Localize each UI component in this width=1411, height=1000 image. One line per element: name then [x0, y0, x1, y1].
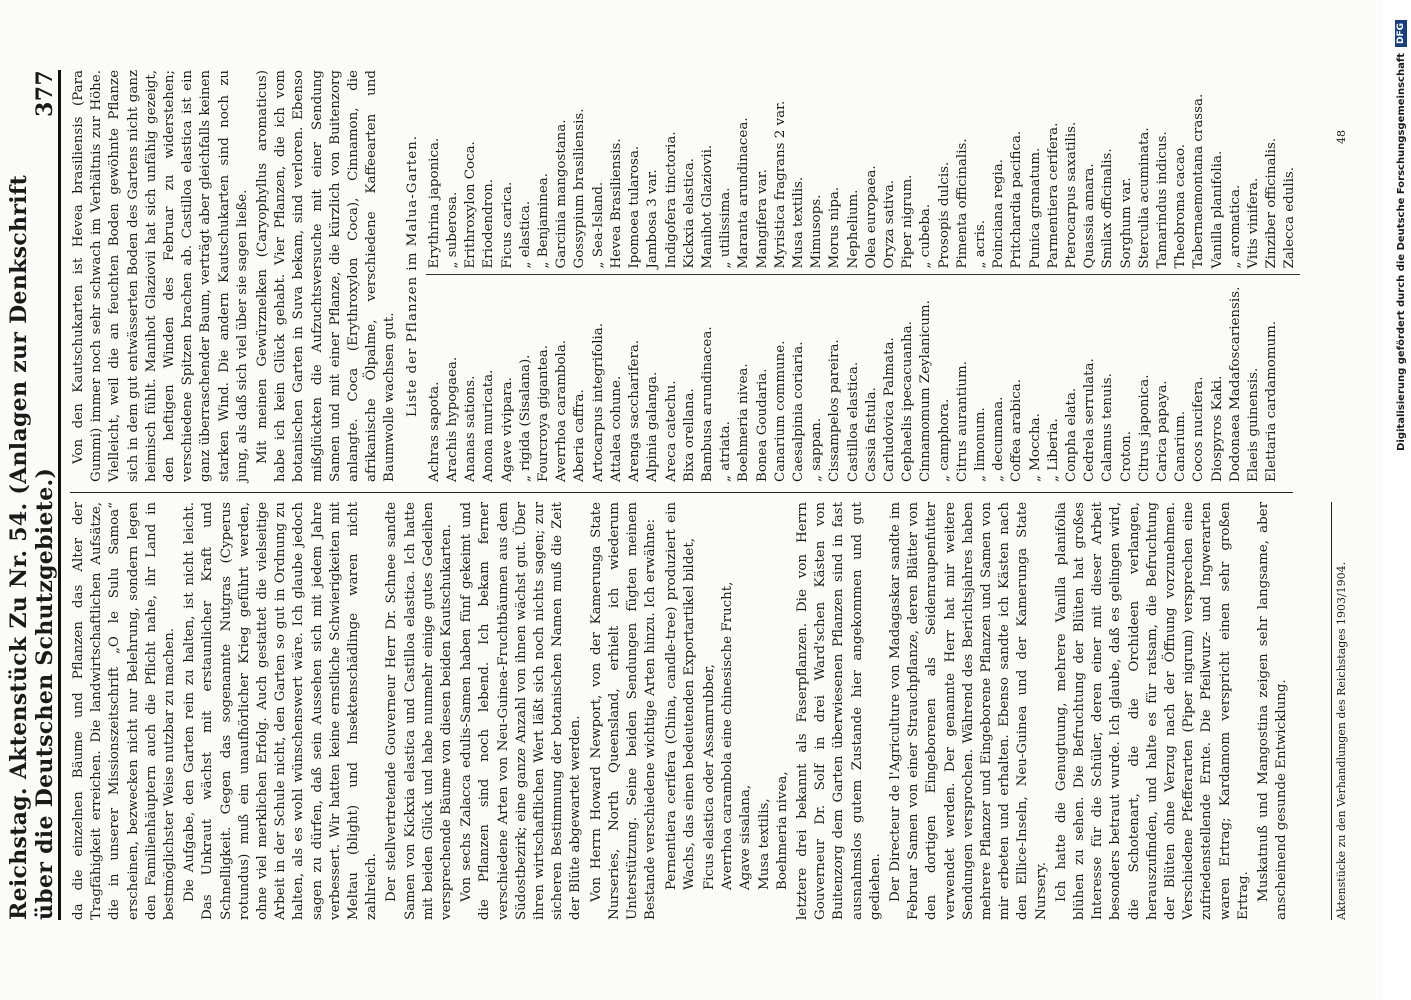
plant-list-item: Erythrina japonica. [426, 137, 442, 269]
plant-list-item: Ficus carica. [499, 181, 515, 269]
plant-list-item: Boehmeria nivea. [736, 363, 752, 482]
plant-list-item: Garcinia mangostana. [554, 119, 570, 269]
plant-list-item: Coffea arabica. [1009, 379, 1025, 482]
plant-list-item: „ acris. [972, 220, 988, 269]
plant-table [426, 70, 1300, 482]
plant-list-item: Cassia fistula. [863, 387, 879, 482]
paragraph: Der Directeur de l'Agriculture von Madagaskar sandte im Februar Samen von einer Strauchpflanze, deren Blätter von den dortigen Eingeborenen als Seidenraupenfutter verwendet werden. Der genannte Herr hat mir weitere Sendungen versprochen. Während des Berichtsjahres haben mehrere Pflanzer und Eingeborene Pflanzen und Samen von mir erbeten und erhalten. Ebenso sandte ich Kästen nach den Ellice-Inseln, Neu-Guinea und der Kamerunga State Nursery. [887, 502, 1049, 920]
plant-intro: Pernentiera cerifera (China, candle-tree) produziert ein Wachs, das einen bedeutenden Exportartikel bildet, [663, 502, 697, 890]
plant-list-item: Maranta arundinacea. [736, 117, 752, 269]
plant-list-item: Hevea Brasiliensis. [608, 138, 624, 269]
plant-list-item: Oryza sativa. [881, 179, 897, 269]
plant-list-item: „ utilissima. [718, 187, 734, 269]
plant-list-item: Citrus japonica. [1136, 374, 1152, 482]
paragraph: Die Aufgabe, den Garten rein zu halten, ist nicht leicht. Das Unkraut wächst mit erstaunlicher Kraft und Schnelligkeit. Gegen das sogenannte Nutgras (Cyperus rotundus) muß ein unaufhörlicher Krieg geführt werden, ohne viel merklichen Erfolg. Auch gestattet die vielseitige Arbeit in der Schule nicht, den Garten so gut in Ordnung zu halten, als es wohl wünschenswert wäre. Ich glaube jedoch sagen zu dürfen, daß sein Aussehen sich mit jedem Jahre verbessert. Wir hatten keine ernstliche Schwierigkeiten mit Meltau (blight) und Insektenschädlinge waren nicht zahlreich. [182, 502, 380, 920]
plant-list-column-2 [426, 70, 1300, 276]
plant-list-item: Cedrela serrulata. [1082, 358, 1098, 482]
paragraph: Von den Kautschukarten ist Hevea brasiliensis (Para Gummi) immer noch sehr schwach im Verhältnis zur Höhe. Vielleicht, weil die an feuchten Boden gewöhnte Pflanze sich in dem gut entwässerten Boden des Gartens nicht ganz heimisch fühlt. Manihot Glaziovii hat sich unfähig gezeigt, den heftigen Winden des Februar zu widerstehen; verschiedene Spitzen brachen ab. Castilloa elastica ist ein ganz überraschender Baum, verträgt aber gleichfalls keinen starken Wind. Die andern Kautschukarten sind noch zu jung, als daß sich viel über sie sagen ließe. [71, 70, 250, 482]
plant-list-item: Myristica fragrans 2 var. [772, 100, 788, 269]
paragraph: Von sechs Zalacca edulis-Samen haben fünf gekeimt und die Pflanzen sind noch lebend. Ich bekam ferner verschiedene Arten von Neu-Guinea-Fruchtbäumen aus dem Südostbezirk; eine ganze Anzahl von ihnen wächst gut. Über ihren wirtschaftlichen Wert läßt sich noch nichts sagen; zur sicheren Bestimmung der botanischen Namen muß die Zeit der Blüte abgewartet werden. [459, 502, 584, 920]
plant-list-column-1 [426, 284, 1300, 483]
paragraph: Muskatnuß und Mangostina zeigen sehr langsame, aber anscheinend gesunde Entwicklung. [1256, 502, 1290, 920]
paragraph: letztere drei bekannt als Faserpflanzen. Die von Herrn Gouverneur Dr. Solf in drei Ward'schen Kästen von Buitenzorg dem Garten überwiesenen Pflanzen sind in fast ausnahmslos gutem Zustande hier angekommen und gut gediehen. [794, 502, 883, 920]
list-item: Agave sisalana, [738, 784, 754, 890]
plant-list-item: Vanilla planifolia. [1209, 150, 1225, 269]
left-plant-list [701, 502, 792, 890]
plant-list-item: Carica papaya. [1154, 380, 1170, 482]
credit-text: Digitalisierung gefördert durch die Deutsche Forschungsgemeinschaft [1395, 53, 1407, 451]
plant-list-item: Mimusops. [809, 194, 825, 269]
column-divider [70, 492, 1293, 493]
plant-list-item: Kickxia elastica. [681, 158, 697, 269]
plant-list-item: Calamus tenuis. [1100, 373, 1116, 482]
plant-list-item: Arenga saccharifera. [627, 339, 643, 482]
plant-list-item: „ suberosa. [445, 191, 461, 269]
paragraph: Mit meinen Gewürznelken (Caryophyllus aromaticus) habe ich kein Glück gehabt. Vier Pflanzen, die ich vom botanischen Garten in Suva bekam, sind verloren. Ebenso mißglückten die Aufzuchtsversuche mit einer Sendung Samen und mit einer Pflanze, die kürzlich von Buitenzorg anlangte. Coca (Erythroxylon Coca), Cinnamon, die afrikanische Ölpalme, verschiedene Kaffeearten und Baumwolle wachsen gut. [255, 70, 398, 482]
plant-list-item: Arachis hypogaea. [445, 356, 461, 482]
plant-list-item: Dodonaea Madafoscariensis. [1227, 286, 1243, 482]
plant-list-item: Ananas sations. [463, 375, 479, 482]
plant-list-item: Attalea cohune. [608, 375, 624, 482]
plant-list-item: Prosopis dulcis. [936, 161, 952, 269]
plant-list-item: „ limonum. [972, 407, 988, 482]
left-column [70, 502, 1323, 920]
page-signature: 48 [1335, 130, 1348, 144]
plant-list-item: Aberia caffra. [572, 389, 588, 482]
plant-list-item: Artocarpus integrifolia. [590, 322, 606, 482]
plant-list-item: „ aromatica. [1227, 184, 1243, 269]
plant-list-item: Alpinia galanga. [645, 371, 661, 482]
paragraph: Der stellvertretende Gouverneur Herr Dr. Schnee sandte Samen von Kickxia elastica und Castilloa elastica. Ich hatte mit beiden Glück und habe nunmehr einige gutes Gedeihen versprechende Bäume von diesen beiden Kautschukarten. [384, 502, 455, 920]
plant-list-item: Areca catechu. [663, 380, 679, 482]
plant-list-item: Elaeis guinensis. [1246, 367, 1261, 482]
plant-list-item: „ Moccha. [1027, 413, 1043, 482]
plant-list-item: Ipomoea tularosa. [627, 145, 643, 269]
paragraph: Ich hatte die Genugtuung, mehrere Vanilla planifolia blühen zu sehen. Die Befruchtung der Blüten hat großes Interesse für die Schüler, deren einer mit dieser Arbeit besonders betraut wurde. Ich glaube, daß es gelingen wird, die Schotenart, die die Orchideen verlangen, herauszufinden, und halte es für ratsam, die Befruchtung der Blüten ohne Verzug nach der Öffnung vorzunehmen. Verschiedene Pfefferarten (Piper nigrum) versprechen eine zufriedenstellende Ernte. Die Pfeilwurz- und Ingwerarten waren Ertrag; Kardamom verspricht einen sehr großen Ertrag. [1053, 502, 1251, 920]
plant-list-item: Anona muricata. [481, 369, 497, 482]
plant-list-item: Conpha elata. [1063, 387, 1079, 482]
plant-list-item: Carludovica Palmata. [881, 337, 897, 482]
plant-list-item: Sterculia acuminata. [1136, 127, 1152, 269]
paragraph: da die einzelnen Bäume und Pflanzen das Alter der Tragfähigkeit erreichen. Die landwirtschaftlichen Aufsätze, die in unserer Missionszeitschrift „O le Sulu Samoa“ erscheinen, bezwecken nicht nur Belehrung, sondern legen den Familienhäuptern auch die Pflicht nahe, ihr Land in bestmöglichster Weise nutzbar zu machen. [71, 502, 178, 920]
plant-list-item: Smilax officinalis. [1100, 148, 1116, 269]
plant-list-item: Punica granatum. [1027, 147, 1043, 269]
plant-list-item: „ elastica. [517, 200, 533, 269]
plant-list-item: „ cubeba. [918, 203, 934, 269]
plant-list-item: Gossypium brasiliensis. [572, 108, 588, 269]
list-title: Liste der Pflanzen im Malua-Garten. [404, 134, 420, 418]
plant-list-item: Fourcroya gigantea. [536, 345, 552, 482]
plant-list-item: Bixa orellana. [681, 388, 697, 482]
plant-list-item: Poinciana regia. [991, 159, 1007, 269]
header-title: Reichstag. Aktenstück Zu Nr. 54. (Anlagen zur Denkschrift über die Deutschen Schutzgebiete.) [6, 174, 58, 920]
plant-list-item: Zinziber officinalis. [1264, 137, 1280, 269]
plant-list-item: „ Benjaminea. [536, 173, 552, 269]
page-number: 377 [32, 70, 58, 117]
plant-list-item: Tamarindus indicus. [1154, 131, 1170, 269]
plant-list-item: Piper nigrum. [900, 174, 916, 269]
plant-list-item: Tabernaemontana crassa. [1191, 93, 1207, 269]
plant-list-item: Pimenta officinalis. [954, 138, 970, 269]
plant-list-item: „ atriata. [718, 421, 734, 482]
plant-list-item: Caesalpinia coriaria. [790, 341, 806, 482]
plant-list-item: „ rigida (Sisalana). [517, 354, 533, 482]
plant-list-item: Bonea Goudaria. [754, 368, 770, 482]
running-head [6, 70, 61, 920]
list-item: Boehmeria nivea, [774, 771, 790, 890]
plant-list-item: Pritchardia pacifica. [1009, 130, 1025, 269]
plant-list-item: Cinnamomum Zeylanicum. [918, 300, 934, 482]
plant-list-item: Sorghum var. [1118, 177, 1134, 269]
plant-list-item: Theobroma cacao. [1173, 143, 1189, 269]
footnote: Aktenstücke zu den Verhandlungen des Reichstages 1903/1904. [1331, 502, 1348, 920]
plant-list-item: Cissampelos pareira. [827, 339, 843, 482]
plant-list-item: Citrus aurantium. [954, 361, 970, 482]
plant-list-item: Nephelium. [845, 189, 861, 269]
plant-list-item: Parmentiera cerifera. [1045, 122, 1061, 269]
plant-list-item: Pterocarpus saxatilis. [1063, 121, 1079, 269]
plant-list-item: „ Sea-Island. [590, 181, 606, 269]
plant-list-item: Mangifera var. [754, 169, 770, 269]
plant-list-item: „ Liberia. [1045, 418, 1061, 482]
plant-list-item: Musa textilis. [790, 176, 806, 269]
plant-list-item: Elettaria cardamomum. [1264, 320, 1280, 482]
plant-list-item: Canarium commune. [772, 340, 788, 482]
plant-list-item: Morus nipa. [827, 186, 843, 269]
plant-list-item: Erithroxylon Coca. [463, 141, 479, 269]
plant-list-item: Indigofera tinctoria. [663, 131, 679, 269]
plant-list-item: „ decumana. [991, 396, 1007, 482]
plant-list-item: Olea europaea. [863, 165, 879, 269]
plant-list-item: Cephaelis ipecacuanha. [900, 321, 916, 482]
plant-list-item: Zalecca edulis. [1282, 166, 1298, 269]
plant-list-item: Achras sapota. [426, 381, 442, 482]
plant-list-item: Cocos nucifera. [1191, 376, 1207, 482]
plant-list-item: Croton. [1118, 430, 1134, 482]
right-column [70, 70, 1323, 482]
digitization-credit [1391, 20, 1411, 960]
list-item: Averrhoa carambola eine chinesische Frucht, [720, 581, 736, 890]
plant-list-item: Bambusa arundinacea. [699, 326, 715, 482]
plant-list-item: Jambosa 3 var. [645, 169, 661, 269]
plant-list-item: Castilloa elastica. [845, 361, 861, 482]
plant-list-item: Manihot Glaziovii. [699, 144, 715, 269]
plant-list-item: Vitis vinifera. [1246, 177, 1261, 269]
list-item: Ficus elastica oder Assamrubber, [701, 664, 717, 890]
plant-list-item: „ sappan. [809, 417, 825, 482]
plant-list-item: Diospyros Kaki. [1209, 375, 1225, 482]
plant-list-item: Eriodendron. [481, 178, 497, 269]
plant-list-item: Quassia amara. [1082, 163, 1098, 269]
plant-list-item: Agave vivipara. [499, 377, 515, 482]
dfg-logo: DFG [1395, 20, 1407, 47]
plant-list-item: Canarium. [1173, 410, 1189, 482]
plant-list-item: Averrhoa carambola. [554, 339, 570, 482]
plant-list-item: „ camphora. [936, 398, 952, 482]
list-item: Musa textilis, [756, 798, 772, 890]
paragraph: Von Herrn Howard Newport, von der Kamerunga State Nurseries, North Queensland, erhielt ich wiederum Unterstützung. Seine beiden Sendungen fügten meinem Bestande verschiedene wichtige Arten hinzu. Ich erwähne: [588, 502, 659, 920]
